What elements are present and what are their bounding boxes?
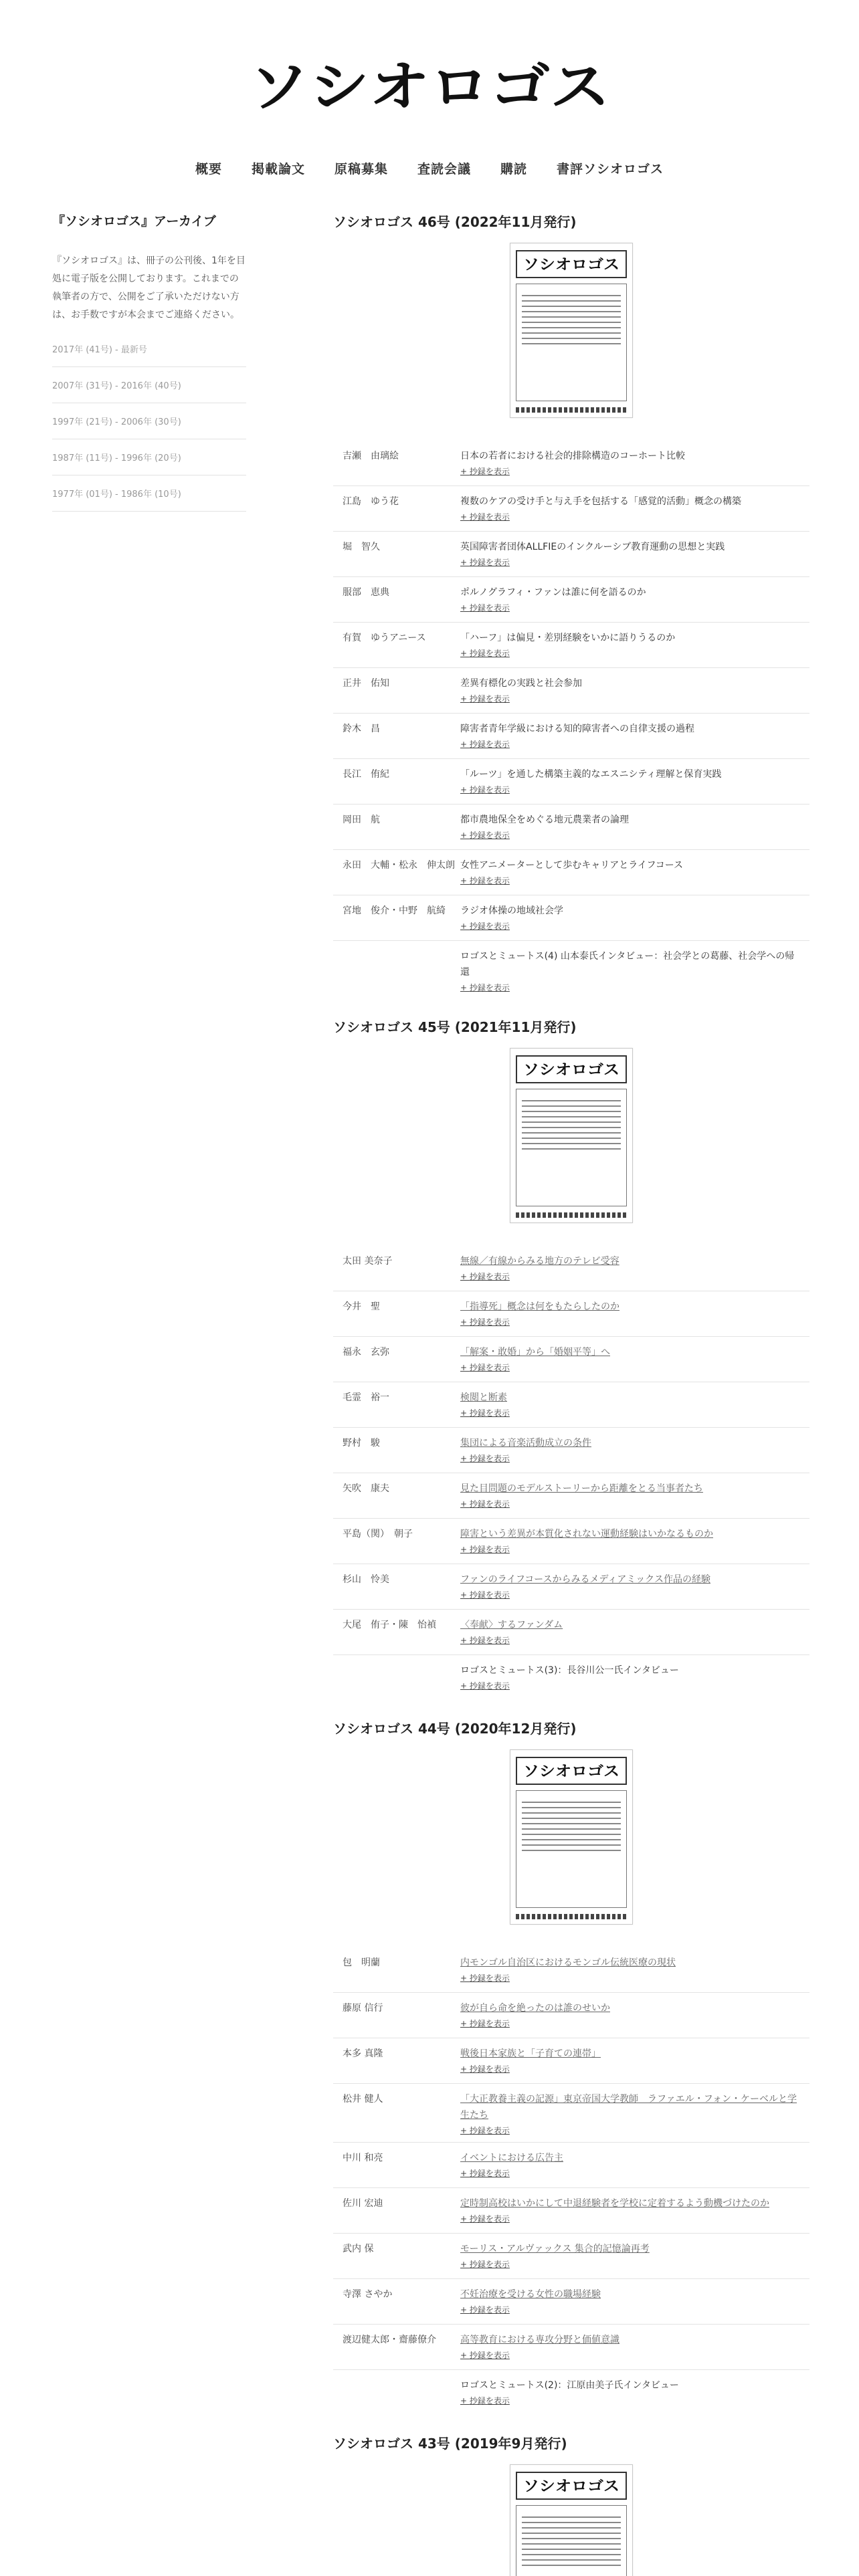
show-abstract-link[interactable]: + 抄録を表示 [460,1680,803,1691]
archive-item [52,439,246,475]
article-author: 太田 美奈子 [343,1256,393,1267]
article-info [460,1253,809,1285]
cover-image[interactable] [510,1048,633,1223]
archive-link[interactable]: 2007年 (31号) - 2016年 (40号) [52,381,181,391]
cover-logo-text: ソシオロゴス [523,1763,619,1780]
article-info [460,1344,809,1376]
article-row [333,2038,809,2084]
article-title[interactable]: 高等教育における専攻分野と価値意識 [460,2335,619,2345]
article-title[interactable]: 「大正教養主義の記源」東京帝国大学教師 ラファエル・フォン・ケーベルと学生たち [460,2094,797,2121]
issue-title: ソシオロゴス 45号 (2021年11月発行) [333,1019,577,1035]
show-abstract-link[interactable]: + 抄録を表示 [460,2349,803,2361]
article-title: ロゴスとミュートス(4) 山本泰氏インタビュー：社会学との葛藤、社会学への帰還 [460,951,795,978]
show-abstract-link[interactable]: + 抄録を表示 [460,556,803,568]
nav-articles[interactable]: 掲載論文 [251,162,305,177]
article-author: 福永 玄弥 [343,1347,389,1358]
article-author: 本多 真隆 [343,2048,383,2059]
article-row [333,577,809,623]
cover-logo [516,2472,627,2500]
article-row [333,2234,809,2279]
cover-contents [516,1089,627,1206]
nav-call-for-papers[interactable]: 原稿募集 [334,162,388,177]
show-abstract-link[interactable]: + 抄録を表示 [460,920,803,932]
article-row [333,668,809,714]
cover-image[interactable] [510,2464,633,2576]
article-row [333,941,809,999]
table-of-contents [333,1947,809,2416]
article-info [460,539,809,570]
article-info [460,1435,809,1467]
archive-list [52,331,246,512]
show-abstract-link[interactable]: + 抄録を表示 [460,2395,803,2406]
article-author: 大尾 侑子・陳 怡禎 [343,1620,436,1630]
show-abstract-link[interactable]: + 抄録を表示 [460,1589,803,1600]
article-info [460,584,809,616]
article-author: 毛霊 裕一 [343,1392,389,1403]
table-of-contents [333,1246,809,1701]
article-row [333,759,809,804]
cover-contents [516,284,627,401]
archive-item [52,475,246,512]
article-title[interactable]: 戦後日本家族と「子育ての連帯」 [460,2048,601,2059]
article-info [460,448,809,479]
article-row [333,850,809,895]
show-abstract-link[interactable]: + 抄録を表示 [460,693,803,704]
article-row [333,1610,809,1655]
article-info [460,1299,809,1330]
show-abstract-link[interactable]: + 抄録を表示 [460,1972,803,1983]
article-title: ラジオ体操の地域社会学 [460,905,563,916]
article-author: 野村 駿 [343,1438,380,1448]
article-info [460,903,809,934]
show-abstract-link[interactable]: + 抄録を表示 [460,1407,803,1418]
cover-footer [516,407,627,413]
issue-title: ソシオロゴス 46号 (2022年11月発行) [333,214,577,230]
article-author: 有賀 ゆうアニース [343,633,426,643]
article-title: 「ルーツ」を通した構築主義的なエスニシティ理解と保育実践 [460,769,722,780]
archive-link[interactable]: 1997年 (21号) - 2006年 (30号) [52,417,181,427]
article-title[interactable]: 不妊治療を受ける女性の職場経験 [460,2289,601,2300]
article-row [333,1337,809,1382]
article-title: ポルノグラフィ・ファンは誰に何を語るのか [460,587,646,598]
show-abstract-link[interactable]: + 抄録を表示 [460,2125,803,2136]
cover-image[interactable] [510,1749,633,1925]
article-info [460,812,809,843]
article-row [333,2143,809,2188]
archive-link[interactable]: 1987年 (11号) - 1996年 (20号) [52,453,181,463]
article-row [333,2084,809,2143]
show-abstract-link[interactable]: + 抄録を表示 [460,784,803,795]
site-logo[interactable] [246,62,613,114]
article-author: 吉瀬 由璃絵 [343,451,399,461]
show-abstract-link[interactable]: + 抄録を表示 [460,1453,803,1464]
article-author: 渡辺健太郎・齋藤僚介 [343,2335,436,2345]
article-author: 武内 保 [343,2244,374,2254]
article-row [333,2370,809,2416]
show-abstract-link[interactable]: + 抄録を表示 [460,1316,803,1327]
article-row [333,1246,809,1291]
article-title: 英国障害者団体ALLFIEのインクルーシブ教育運動の思想と実践 [460,542,725,552]
article-author [333,1662,460,1695]
show-abstract-link[interactable]: + 抄録を表示 [460,2213,803,2224]
article-author: 杉山 怜美 [343,1574,389,1585]
article-title[interactable]: 定時制高校はいかにして中退経験者を学校に定着するよう動機づけたのか [460,2198,769,2209]
show-abstract-link[interactable]: + 抄録を表示 [460,511,803,522]
cover-contents [516,2505,627,2576]
show-abstract-link[interactable]: + 抄録を表示 [460,982,803,993]
article-author: 中川 和亮 [343,2153,383,2163]
table-of-contents [333,441,809,999]
article-author: 矢吹 康夫 [343,1483,389,1494]
article-author [333,948,460,993]
article-author: 寺澤 さやか [343,2289,393,2300]
article-title[interactable]: 「指導死」概念は何をもたらしたのか [460,1301,619,1312]
show-abstract-link[interactable]: + 抄録を表示 [460,1498,803,1509]
cover-logo-text: ソシオロゴス [523,2478,619,2495]
global-nav [0,159,859,177]
issue-section [333,2433,809,2576]
article-title[interactable]: 障害という差異が本質化されない運動経験はいかなるものか [460,1529,713,1539]
article-row [333,1519,809,1564]
article-author: 堀 智久 [343,542,380,552]
article-author: 平島（関） 朝子 [343,1529,413,1539]
archive-link[interactable]: 1977年 (01号) - 1986年 (10号) [52,490,181,500]
cover-footer [516,1914,627,1919]
article-row [333,2188,809,2234]
article-author: 鈴木 昌 [343,724,380,734]
article-title: 障害者青年学級における知的障害者への自律支援の過程 [460,724,694,734]
article-title: 差異有標化の実践と社会参加 [460,678,582,689]
sidebar [52,211,246,512]
issue-section [333,1016,809,1701]
article-info [460,948,809,993]
article-row [333,486,809,532]
article-author: 包 明蘭 [343,1957,380,1968]
cover-logo-text: ソシオロゴス [523,257,619,274]
article-info [460,675,809,707]
cover-image[interactable] [510,243,633,418]
cover-logo [516,1055,627,1083]
article-info [460,2195,809,2227]
article-info [460,2332,809,2363]
archive-item [52,331,246,367]
article-author: 松井 健人 [343,2094,383,2105]
article-row [333,1382,809,1428]
logo-text: ソシオロゴス [249,62,610,114]
article-row [333,1291,809,1337]
show-abstract-link[interactable]: + 抄録を表示 [460,2304,803,2315]
article-row [333,1428,809,1473]
article-info [460,2000,809,2032]
article-info [460,630,809,661]
show-abstract-link[interactable]: + 抄録を表示 [460,647,803,659]
archive-item [52,367,246,403]
article-info [460,2091,809,2136]
article-info [460,2046,809,2077]
article-title[interactable]: 〈奉献〉するファンダム [460,1620,563,1630]
article-author: 宮地 俊介・中野 航綺 [343,905,446,916]
show-abstract-link[interactable]: + 抄録を表示 [460,738,803,750]
article-info [460,1481,809,1512]
article-info [460,1662,809,1695]
article-title[interactable]: 検閲と断素 [460,1392,507,1403]
article-row [333,895,809,941]
article-info [460,766,809,798]
article-author: 江島 ゆう花 [343,496,399,507]
article-title: 都市農地保全をめぐる地元農業者の論理 [460,815,629,825]
article-row [333,623,809,668]
issue-title: ソシオロゴス 44号 (2020年12月発行) [333,1721,577,1737]
article-author: 佐川 宏迪 [343,2198,383,2209]
show-abstract-link[interactable]: + 抄録を表示 [460,2258,803,2270]
article-row [333,2325,809,2370]
article-row [333,804,809,850]
article-info [460,1390,809,1421]
cover-logo-text: ソシオロゴス [523,1062,619,1079]
article-title[interactable]: イベントにおける広告主 [460,2153,563,2163]
show-abstract-link[interactable]: + 抄録を表示 [460,2063,803,2074]
cover-logo [516,250,627,278]
article-title[interactable]: 「解案・敢婚」から「婚姻平等」へ [460,1347,610,1358]
article-row [333,714,809,759]
cover-contents [516,1790,627,1908]
nav-subscription[interactable]: 購読 [500,162,528,177]
article-author: 服部 恵典 [343,587,389,598]
cover-footer [516,1212,627,1218]
nav-overview[interactable]: 概要 [195,162,222,177]
article-row [333,1473,809,1519]
article-row [333,1564,809,1610]
archive-link[interactable]: 2017年 (41号) - 最新号 [52,345,147,355]
article-author: 長江 侑紀 [343,769,389,780]
article-info [460,2241,809,2272]
article-title[interactable]: モーリス・アルヴァックス 集合的記憶論再考 [460,2244,650,2254]
issue-section [333,1718,809,2416]
article-title: 複数のケアの受け手と与え手を包括する「感覚的活動」概念の構築 [460,496,741,507]
archive-item [52,403,246,439]
article-title[interactable]: 内モンゴル自治区におけるモンゴル伝統医療の現状 [460,1957,676,1968]
show-abstract-link[interactable]: + 抄録を表示 [460,2167,803,2179]
issue-title: ソシオロゴス 43号 (2019年9月発行) [333,2436,567,2452]
article-info [460,494,809,525]
article-row [333,532,809,577]
article-info [460,1617,809,1648]
sidebar-intro: 『ソシオロゴス』は、冊子の公刊後、1年を目処に電子版を公開しております。これまでの執筆者の方で、公開をご了承いただけない方は、お手数ですが本会までご連絡ください。 [52,255,246,320]
article-info [460,721,809,752]
show-abstract-link[interactable]: + 抄録を表示 [460,465,803,477]
article-author: 正井 佑知 [343,678,389,689]
article-title: 「ハーフ」は偏見・差別経験をいかに語りうるのか [460,633,676,643]
article-title[interactable]: 集団による音楽活動成立の条件 [460,1438,591,1448]
article-info [460,1955,809,1986]
show-abstract-link[interactable]: + 抄録を表示 [460,1634,803,1646]
article-author: 藤原 信行 [343,2003,383,2014]
article-info [460,2286,809,2318]
sidebar-title: 『ソシオロゴス』アーカイブ [52,214,216,229]
nav-review-meeting[interactable]: 査読会議 [417,162,472,177]
article-row [333,2279,809,2325]
show-abstract-link[interactable]: + 抄録を表示 [460,1543,803,1555]
show-abstract-link[interactable]: + 抄録を表示 [460,602,803,613]
article-author: 岡田 航 [343,815,380,825]
article-title[interactable]: 彼が自ら命を絶ったのは誰のせいか [460,2003,610,2014]
article-info [460,1526,809,1558]
article-title[interactable]: ファンのライフコースからみるメディアミックス作品の経験 [460,1574,710,1585]
article-info [460,1572,809,1603]
main-content [333,211,809,2576]
article-row [333,441,809,486]
article-title: 女性アニメーターとして歩むキャリアとライフコース [460,860,684,871]
nav-book-review[interactable]: 書評ソシオロゴス [557,162,664,177]
article-author [333,2377,460,2409]
article-info [460,857,809,889]
show-abstract-link[interactable]: + 抄録を表示 [460,2018,803,2029]
article-title: 日本の若者における社会的排除構造のコーホート比較 [460,451,685,461]
article-title: ロゴスとミュートス(3)：長谷川公一氏インタビュー [460,1665,679,1676]
site-header [0,0,859,154]
show-abstract-link[interactable]: + 抄録を表示 [460,1271,803,1282]
show-abstract-link[interactable]: + 抄録を表示 [460,1362,803,1373]
issue-section [333,211,809,999]
article-title[interactable]: 無線／有線からみる地方のテレビ受容 [460,1256,619,1267]
article-row [333,1947,809,1993]
show-abstract-link[interactable]: + 抄録を表示 [460,829,803,841]
article-row [333,1655,809,1701]
show-abstract-link[interactable]: + 抄録を表示 [460,875,803,886]
article-title: ロゴスとミュートス(2)：江原由美子氏インタビュー [460,2380,679,2391]
article-info [460,2377,809,2409]
article-title[interactable]: 見た目問題のモデルストーリーから距離をとる当事者たち [460,1483,703,1494]
article-row [333,1993,809,2038]
cover-logo [516,1757,627,1785]
article-author: 今井 聖 [343,1301,380,1312]
article-author: 永田 大輔・松永 伸太朗 [343,860,455,871]
article-info [460,2150,809,2181]
